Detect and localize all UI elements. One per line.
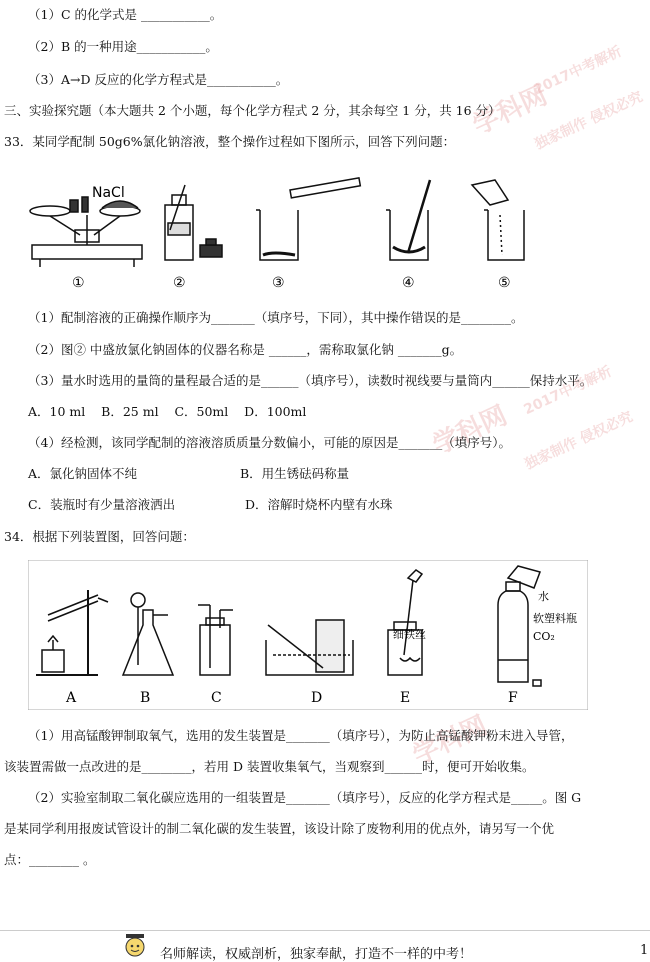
apparatus-e-icon <box>388 570 422 675</box>
apparatus-a-icon <box>36 590 108 675</box>
fig33-num-1: ① <box>72 275 85 291</box>
figure-34 <box>28 560 588 710</box>
question-33-1: （1）配制溶液的正确操作顺序为_______（填序号，下同），其中操作错误的是________。 <box>28 310 524 325</box>
water-label: 水 <box>538 590 549 603</box>
reagent-bottle-icon <box>165 185 222 260</box>
figure-33 <box>20 175 540 295</box>
question-34-1a: （1）用高锰酸钾制取氧气，选用的发生装置是_______（填序号），为防止高锰酸钾粉末进入导管， <box>28 728 574 743</box>
watermark-4: 学科网 <box>428 400 512 461</box>
fig34-label-f: F <box>508 690 518 706</box>
watermark-2: 2017中考解析 <box>531 43 625 99</box>
watermark-1: 学科网 <box>468 80 552 141</box>
watermark-6: 独家制作 侵权必究 <box>522 408 636 473</box>
question-34: 34．根据下列装置图，回答问题： <box>4 529 195 544</box>
fig33-num-5: ⑤ <box>498 275 511 291</box>
nacl-label: NaCl <box>92 185 125 201</box>
question-a-d-equation: （3）A→D 反应的化学方程式是___________。 <box>28 72 289 87</box>
page-number: 1 <box>640 943 649 958</box>
question-33-3: （3）量水时选用的量筒的量程最合适的是______（填序号），读数时视线要与量筒内______保持水平。 <box>28 373 593 388</box>
watermark-3: 独家制作 侵权必究 <box>532 88 646 153</box>
beaker-add-icon <box>472 180 524 260</box>
question-34-2b: 是某同学利用报废试管设计的制二氧化碳的发生装置，该设计除了废物利用的优点外，请另写一个优 <box>4 821 555 836</box>
beaker-stir-icon <box>386 180 430 260</box>
option-33-4-d: D．溶解时烧杯内壁有水珠 <box>245 497 393 512</box>
apparatus-d-icon <box>266 620 353 675</box>
balance-icon <box>30 197 142 267</box>
question-33: 33．某同学配制 50g6%氯化钠溶液，整个操作过程如下图所示，回答下列问题： <box>4 134 456 149</box>
question-33-2: （2）图② 中盛放氯化钠固体的仪器名称是 ______，需称取氯化钠 _______g。 <box>28 342 463 357</box>
fig34-label-b: B <box>140 690 151 706</box>
watermark-5: 2017中考解析 <box>521 363 615 419</box>
teacher-mascot-icon <box>122 931 148 958</box>
watermark-7: 学科网 <box>408 710 492 771</box>
fig33-num-2: ② <box>173 275 186 291</box>
fig34-label-d: D <box>311 690 323 706</box>
fig34-label-a: A <box>66 690 77 706</box>
page-footer <box>0 930 650 962</box>
fig34-label-c: C <box>211 690 222 706</box>
question-33-4: （4）经检测，该同学配制的溶液溶质质量分数偏小，可能的原因是_______（填序号）。 <box>28 435 511 450</box>
question-b-use: （2）B 的一种用途___________。 <box>28 39 218 54</box>
option-33-4-c: C．装瓶时有少量溶液洒出 <box>28 497 176 512</box>
question-34-2c: 点：________ 。 <box>4 852 96 867</box>
co2-label: CO₂ <box>533 630 555 643</box>
fig34-label-e: E <box>400 690 411 706</box>
iron-wire-label: 细铁丝 <box>393 628 426 641</box>
apparatus-b-icon <box>123 593 173 675</box>
fig33-num-3: ③ <box>272 275 285 291</box>
question-34-2a: （2）实验室制取二氧化碳应选用的一组装置是_______（填序号），反应的化学方程式是_____。图 G <box>28 790 582 805</box>
question-34-1b: 该装置需做一点改进的是________，若用 D 装置收集氧气，当观察到______时，便可开始收集。 <box>4 759 535 774</box>
apparatus-f-icon <box>498 566 541 686</box>
question-c-formula: （1）C 的化学式是 ___________。 <box>28 7 223 22</box>
option-33-4-b: B．用生锈砝码称量 <box>240 466 350 481</box>
beaker-pour-icon <box>256 178 360 260</box>
question-33-3-options: A．10 ml B．25 ml C．50ml D．100ml <box>28 404 307 419</box>
fig33-num-4: ④ <box>402 275 415 291</box>
apparatus-c-icon <box>198 605 233 675</box>
section-title: 三、实验探究题（本大题共 2 个小题，每个化学方程式 2 分，其余每空 1 分，共 16 分） <box>4 103 501 118</box>
option-33-4-a: A．氯化钠固体不纯 <box>28 466 138 481</box>
plastic-bottle-label: 软塑料瓶 <box>533 612 577 625</box>
footer-slogan: 名师解读，权威剖析，独家奉献，打造不一样的中考！ <box>160 947 473 962</box>
